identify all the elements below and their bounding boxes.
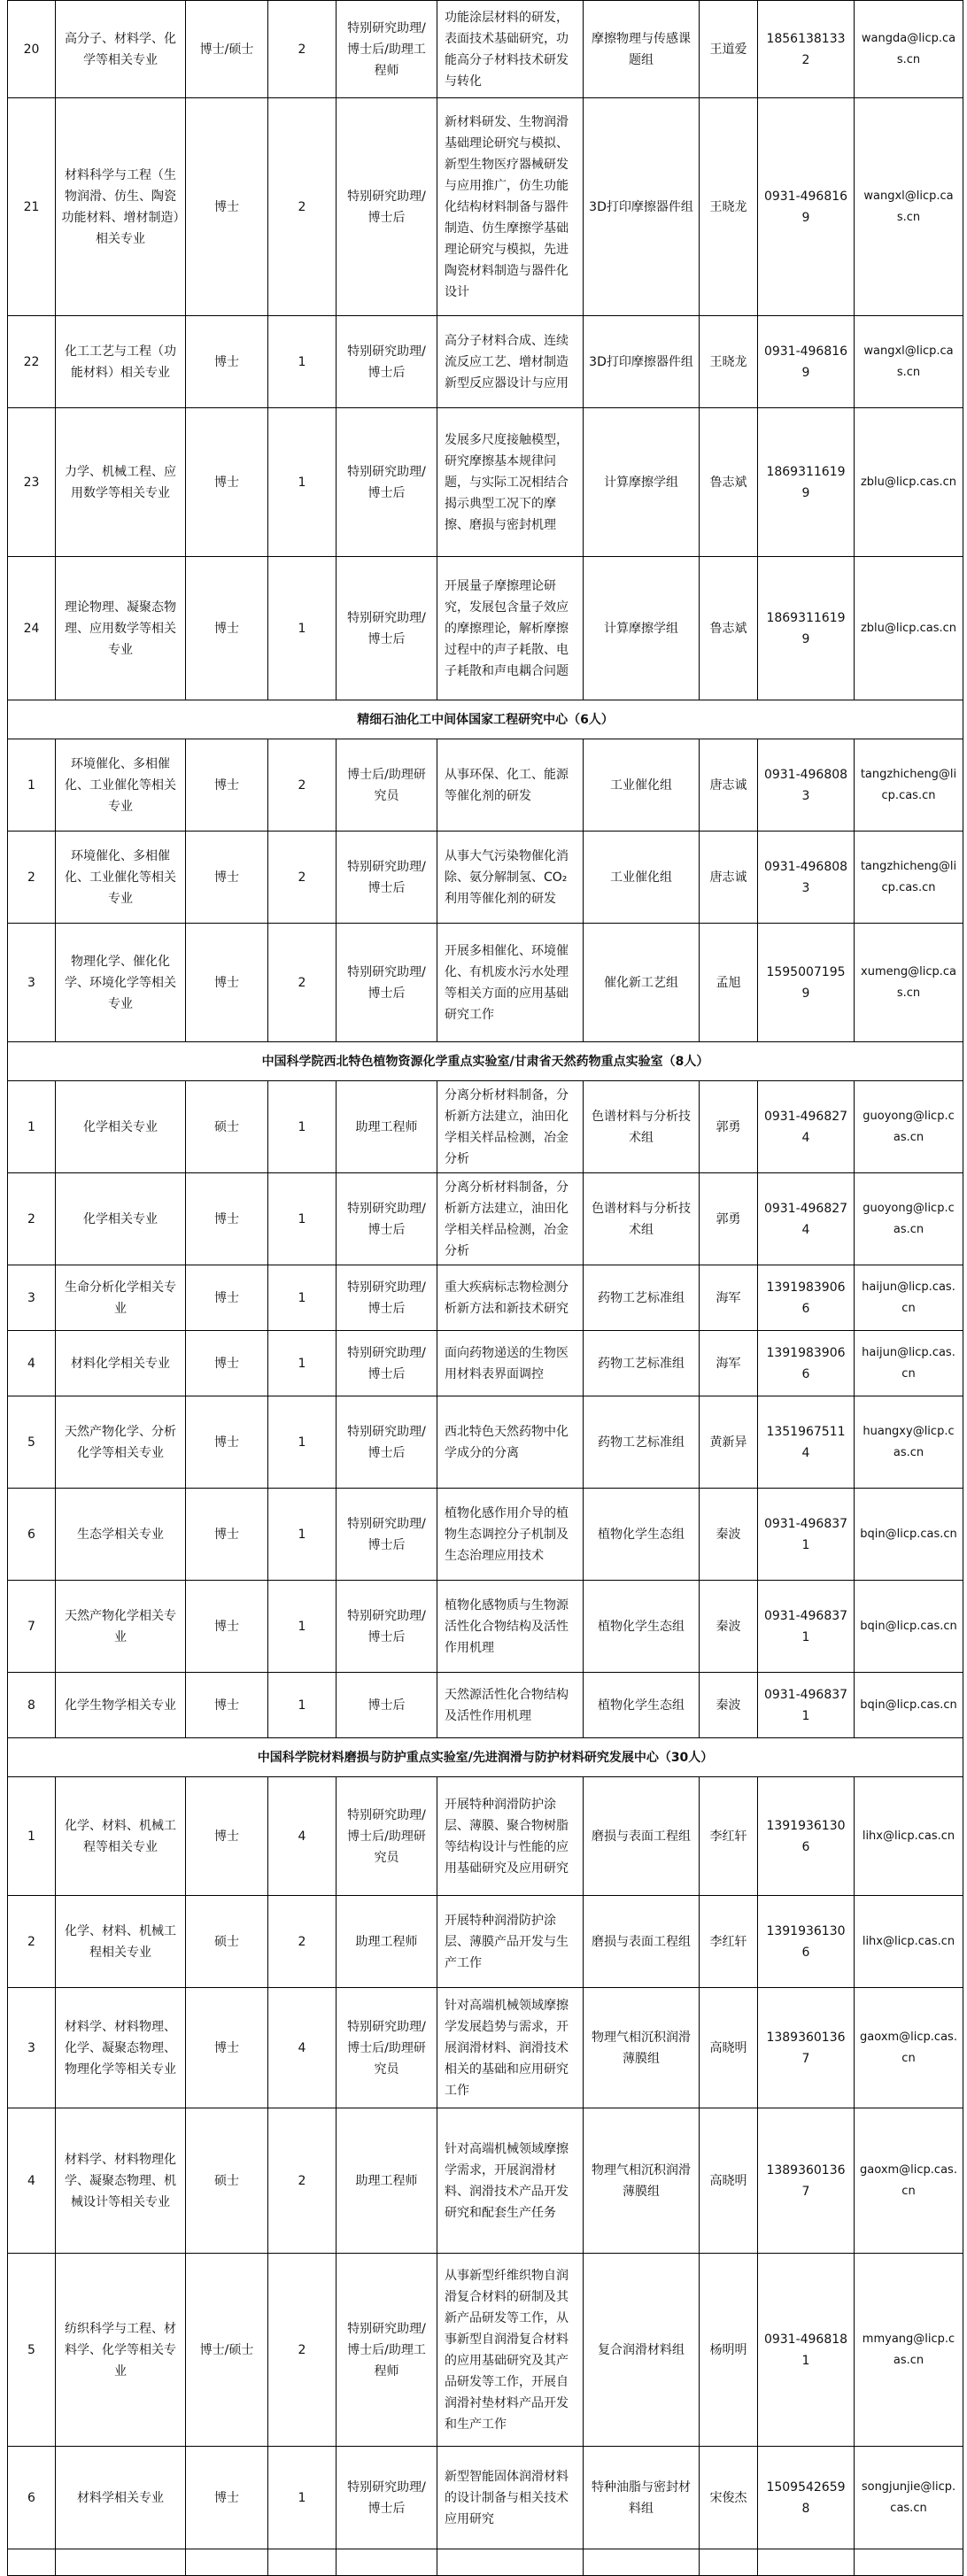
table-row	[8, 316, 963, 408]
row-number-cell: 1	[8, 739, 56, 832]
headcount-cell: 4	[268, 1988, 337, 2108]
contact-person-cell: 王晓龙	[700, 316, 758, 408]
degree-cell: 硕士	[186, 2108, 268, 2254]
table-row	[8, 1777, 963, 1896]
contact-person-cell: 黄新异	[700, 1396, 758, 1489]
section-header-row	[8, 700, 963, 739]
table-row	[8, 2549, 963, 2576]
degree-cell: 博士	[186, 1581, 268, 1673]
table-row	[8, 1265, 963, 1331]
major-cell: 天然产物化学、分析化学等相关专业	[56, 1396, 186, 1489]
position-cell: 特别研究助理/博士后	[337, 1396, 437, 1489]
contact-person-cell: 杨明明	[700, 2254, 758, 2447]
email-cell: wangxl@licp.cas.cn	[855, 98, 963, 316]
position-cell: 特别研究助理/博士后	[337, 408, 437, 557]
major-cell: 化学、材料、机械工程相关专业	[56, 1896, 186, 1988]
research-group-cell: 药物工艺标准组	[584, 1396, 700, 1489]
row-number-cell: 1	[8, 1081, 56, 1173]
major-cell: 材料科学与工程（生物润滑、仿生、陶瓷功能材料、增材制造）相关专业	[56, 98, 186, 316]
major-cell: 生态学相关专业	[56, 1489, 186, 1581]
degree-cell: 博士	[186, 832, 268, 924]
major-cell: 材料化学相关专业	[56, 1331, 186, 1396]
email-cell: gaoxm@licp.cas.cn	[855, 2108, 963, 2254]
degree-cell: 博士	[186, 1673, 268, 1738]
headcount-cell: 1	[268, 557, 337, 700]
table-row	[8, 1331, 963, 1396]
degree-cell: 博士	[186, 1777, 268, 1896]
phone-cell: 0931-4968083	[758, 739, 855, 832]
phone-cell: 13919361306	[758, 1896, 855, 1988]
phone-cell: 15950071959	[758, 924, 855, 1042]
phone-cell: 13893601367	[758, 2108, 855, 2254]
contact-person-cell: 唐志诚	[700, 832, 758, 924]
email-cell: xumeng@licp.cas.cn	[855, 924, 963, 1042]
row-number-cell: 21	[8, 98, 56, 316]
email-cell: wangda@licp.cas.cn	[855, 1, 963, 98]
table-row	[8, 98, 963, 316]
headcount-cell: 1	[268, 1265, 337, 1331]
contact-person-cell: 鲁志斌	[700, 557, 758, 700]
duty-cell: 功能涂层材料的研发，表面技术基础研究，功能高分子材料技术研发与转化	[437, 1, 584, 98]
major-cell: 化学相关专业	[56, 1081, 186, 1173]
research-group-cell: 色谱材料与分析技术组	[584, 1173, 700, 1265]
degree-cell: 博士	[186, 739, 268, 832]
contact-person-cell: 高晓明	[700, 2108, 758, 2254]
degree-cell	[186, 2549, 268, 2576]
duty-cell: 从事大气污染物催化消除、氨分解制氢、CO₂利用等催化剂的研发	[437, 832, 584, 924]
phone-cell: 13919361306	[758, 1777, 855, 1896]
degree-cell: 博士	[186, 1331, 268, 1396]
contact-person-cell: 秦波	[700, 1673, 758, 1738]
table-row	[8, 1, 963, 98]
position-cell: 特别研究助理/博士后	[337, 316, 437, 408]
headcount-cell: 1	[268, 1173, 337, 1265]
major-cell: 环境催化、多相催化、工业催化等相关专业	[56, 739, 186, 832]
contact-person-cell: 王晓龙	[700, 98, 758, 316]
headcount-cell: 2	[268, 2254, 337, 2447]
duty-cell: 开展多相催化、环境催化、有机废水污水处理等相关方面的应用基础研究工作	[437, 924, 584, 1042]
phone-cell: 18693116199	[758, 408, 855, 557]
research-group-cell: 计算摩擦学组	[584, 557, 700, 700]
email-cell: lihx@licp.cas.cn	[855, 1896, 963, 1988]
contact-person-cell: 李红轩	[700, 1777, 758, 1896]
row-number-cell: 24	[8, 557, 56, 700]
row-number-cell: 2	[8, 1173, 56, 1265]
email-cell: guoyong@licp.cas.cn	[855, 1081, 963, 1173]
phone-cell: 13919839066	[758, 1265, 855, 1331]
duty-cell: 植物化感作用介导的植物生态调控分子机制及生态治理应用技术	[437, 1489, 584, 1581]
table-body	[8, 1, 963, 2576]
duty-cell: 针对高端机械领域摩擦学需求，开展润滑材料、润滑技术产品开发研究和配套生产任务	[437, 2108, 584, 2254]
research-group-cell: 药物工艺标准组	[584, 1331, 700, 1396]
degree-cell: 博士	[186, 98, 268, 316]
research-group-cell: 磨损与表面工程组	[584, 1896, 700, 1988]
research-group-cell	[584, 2549, 700, 2576]
email-cell: bqin@licp.cas.cn	[855, 1581, 963, 1673]
contact-person-cell: 王道爱	[700, 1, 758, 98]
major-cell: 天然产物化学相关专业	[56, 1581, 186, 1673]
major-cell: 纺织科学与工程、材料学、化学等相关专业	[56, 2254, 186, 2447]
degree-cell: 博士	[186, 924, 268, 1042]
duty-cell: 高分子材料合成、连续流反应工艺、增材制造新型反应器设计与应用	[437, 316, 584, 408]
row-number-cell	[8, 2549, 56, 2576]
email-cell: songjunjie@licp.cas.cn	[855, 2447, 963, 2549]
headcount-cell: 2	[268, 1896, 337, 1988]
section-title: 中国科学院材料磨损与防护重点实验室/先进润滑与防护材料研究发展中心（30人）	[8, 1738, 963, 1777]
headcount-cell	[268, 2549, 337, 2576]
table-row	[8, 1489, 963, 1581]
position-cell: 博士后/助理研究员	[337, 739, 437, 832]
email-cell: gaoxm@licp.cas.cn	[855, 1988, 963, 2108]
research-group-cell: 特种油脂与密封材料组	[584, 2447, 700, 2549]
phone-cell: 13919839066	[758, 1331, 855, 1396]
major-cell: 化学相关专业	[56, 1173, 186, 1265]
contact-person-cell	[700, 2549, 758, 2576]
table-row	[8, 924, 963, 1042]
position-cell: 特别研究助理/博士后/助理工程师	[337, 2254, 437, 2447]
headcount-cell: 2	[268, 924, 337, 1042]
degree-cell: 博士	[186, 316, 268, 408]
position-cell: 助理工程师	[337, 1896, 437, 1988]
major-cell: 物理化学、催化化学、环境化学等相关专业	[56, 924, 186, 1042]
table-row	[8, 1081, 963, 1173]
research-group-cell: 植物化学生态组	[584, 1489, 700, 1581]
table-row	[8, 1673, 963, 1738]
email-cell: wangxl@licp.cas.cn	[855, 316, 963, 408]
position-cell: 助理工程师	[337, 2108, 437, 2254]
email-cell: bqin@licp.cas.cn	[855, 1489, 963, 1581]
phone-cell: 15095426598	[758, 2447, 855, 2549]
section-title: 中国科学院西北特色植物资源化学重点实验室/甘肃省天然药物重点实验室（8人）	[8, 1042, 963, 1081]
section-header-row	[8, 1042, 963, 1081]
position-cell: 特别研究助理/博士后	[337, 98, 437, 316]
position-cell: 特别研究助理/博士后	[337, 1265, 437, 1331]
phone-cell: 0931-4968181	[758, 2254, 855, 2447]
headcount-cell: 2	[268, 98, 337, 316]
degree-cell: 博士	[186, 1489, 268, 1581]
row-number-cell: 6	[8, 2447, 56, 2549]
phone-cell: 0931-4968169	[758, 316, 855, 408]
degree-cell: 博士	[186, 1173, 268, 1265]
contact-person-cell: 鲁志斌	[700, 408, 758, 557]
duty-cell: 植物化感物质与生物源活性化合物结构及活性作用机理	[437, 1581, 584, 1673]
phone-cell: 18561381332	[758, 1, 855, 98]
row-number-cell: 22	[8, 316, 56, 408]
email-cell: zblu@licp.cas.cn	[855, 408, 963, 557]
research-group-cell: 复合润滑材料组	[584, 2254, 700, 2447]
duty-cell: 从事新型纤维织物自润滑复合材料的研制及其新产品研发等工作，从事新型自润滑复合材料的应用基础研究及其产品研发等工作，开展自润滑衬垫材料产品开发和生产工作	[437, 2254, 584, 2447]
duty-cell: 新型智能固体润滑材料的设计制备与相关技术应用研究	[437, 2447, 584, 2549]
research-group-cell: 计算摩擦学组	[584, 408, 700, 557]
major-cell: 化工工艺与工程（功能材料）相关专业	[56, 316, 186, 408]
contact-person-cell: 高晓明	[700, 1988, 758, 2108]
headcount-cell: 1	[268, 1673, 337, 1738]
position-cell: 特别研究助理/博士后	[337, 2447, 437, 2549]
duty-cell: 面向药物递送的生物医用材料表界面调控	[437, 1331, 584, 1396]
table-row	[8, 2447, 963, 2549]
email-cell: zblu@licp.cas.cn	[855, 557, 963, 700]
position-cell: 特别研究助理/博士后/助理研究员	[337, 1988, 437, 2108]
research-group-cell: 物理气相沉积润滑薄膜组	[584, 2108, 700, 2254]
research-group-cell: 工业催化组	[584, 739, 700, 832]
recruitment-table	[7, 0, 963, 2576]
degree-cell: 博士	[186, 2447, 268, 2549]
duty-cell: 新材料研发、生物润滑基础理论研究与模拟、新型生物医疗器械研发与应用推广，仿生功能化结构材料制备与器件制造、仿生摩擦学基础理论研究与模拟，先进陶瓷材料制造与器件化设计	[437, 98, 584, 316]
phone-cell: 0931-4968274	[758, 1081, 855, 1173]
duty-cell: 针对高端机械领域摩擦学发展趋势与需求，开展润滑材料、润滑技术相关的基础和应用研究工作	[437, 1988, 584, 2108]
row-number-cell: 23	[8, 408, 56, 557]
table-row	[8, 832, 963, 924]
row-number-cell: 8	[8, 1673, 56, 1738]
row-number-cell: 7	[8, 1581, 56, 1673]
degree-cell: 博士	[186, 1396, 268, 1489]
research-group-cell: 物理气相沉积润滑薄膜组	[584, 1988, 700, 2108]
email-cell: bqin@licp.cas.cn	[855, 1673, 963, 1738]
phone-cell: 0931-4968083	[758, 832, 855, 924]
phone-cell: 0931-4968371	[758, 1489, 855, 1581]
position-cell: 助理工程师	[337, 1081, 437, 1173]
contact-person-cell: 唐志诚	[700, 739, 758, 832]
position-cell: 特别研究助理/博士后	[337, 1489, 437, 1581]
research-group-cell: 摩擦物理与传感课题组	[584, 1, 700, 98]
phone-cell: 0931-4968371	[758, 1581, 855, 1673]
headcount-cell: 1	[268, 1081, 337, 1173]
degree-cell: 博士	[186, 1265, 268, 1331]
phone-cell: 0931-4968371	[758, 1673, 855, 1738]
degree-cell: 博士	[186, 1988, 268, 2108]
headcount-cell: 1	[268, 1489, 337, 1581]
duty-cell: 重大疾病标志物检测分析新方法和新技术研究	[437, 1265, 584, 1331]
headcount-cell: 2	[268, 832, 337, 924]
duty-cell: 分离分析材料制备，分析新方法建立，油田化学相关样品检测，冶金分析	[437, 1173, 584, 1265]
phone-cell: 18693116199	[758, 557, 855, 700]
degree-cell: 硕士	[186, 1081, 268, 1173]
degree-cell: 博士	[186, 557, 268, 700]
email-cell: mmyang@licp.cas.cn	[855, 2254, 963, 2447]
headcount-cell: 1	[268, 1396, 337, 1489]
major-cell: 材料学、材料物理化学、凝聚态物理、机械设计等相关专业	[56, 2108, 186, 2254]
major-cell: 材料学相关专业	[56, 2447, 186, 2549]
position-cell: 特别研究助理/博士后/助理研究员	[337, 1777, 437, 1896]
phone-cell: 13893601367	[758, 1988, 855, 2108]
row-number-cell: 5	[8, 2254, 56, 2447]
row-number-cell: 3	[8, 1265, 56, 1331]
position-cell: 特别研究助理/博士后/助理工程师	[337, 1, 437, 98]
contact-person-cell: 郭勇	[700, 1173, 758, 1265]
table-row	[8, 1581, 963, 1673]
email-cell: tangzhicheng@licp.cas.cn	[855, 832, 963, 924]
table-row	[8, 1988, 963, 2108]
duty-cell	[437, 2549, 584, 2576]
row-number-cell: 3	[8, 1988, 56, 2108]
headcount-cell: 1	[268, 2447, 337, 2549]
phone-cell: 0931-4968274	[758, 1173, 855, 1265]
row-number-cell: 3	[8, 924, 56, 1042]
email-cell: tangzhicheng@licp.cas.cn	[855, 739, 963, 832]
major-cell	[56, 2549, 186, 2576]
duty-cell: 分离分析材料制备，分析新方法建立，油田化学相关样品检测，冶金分析	[437, 1081, 584, 1173]
row-number-cell: 2	[8, 1896, 56, 1988]
email-cell: guoyong@licp.cas.cn	[855, 1173, 963, 1265]
row-number-cell: 4	[8, 1331, 56, 1396]
table-row	[8, 1396, 963, 1489]
headcount-cell: 1	[268, 1331, 337, 1396]
research-group-cell: 植物化学生态组	[584, 1581, 700, 1673]
research-group-cell: 色谱材料与分析技术组	[584, 1081, 700, 1173]
research-group-cell: 植物化学生态组	[584, 1673, 700, 1738]
major-cell: 环境催化、多相催化、工业催化等相关专业	[56, 832, 186, 924]
research-group-cell: 磨损与表面工程组	[584, 1777, 700, 1896]
headcount-cell: 2	[268, 739, 337, 832]
major-cell: 高分子、材料学、化学等相关专业	[56, 1, 186, 98]
duty-cell: 西北特色天然药物中化学成分的分离	[437, 1396, 584, 1489]
headcount-cell: 1	[268, 316, 337, 408]
major-cell: 力学、机械工程、应用数学等相关专业	[56, 408, 186, 557]
major-cell: 生命分析化学相关专业	[56, 1265, 186, 1331]
contact-person-cell: 海军	[700, 1331, 758, 1396]
table-row	[8, 1173, 963, 1265]
position-cell: 特别研究助理/博士后	[337, 924, 437, 1042]
phone-cell	[758, 2549, 855, 2576]
section-title: 精细石油化工中间体国家工程研究中心（6人）	[8, 700, 963, 739]
email-cell: haijun@licp.cas.cn	[855, 1331, 963, 1396]
headcount-cell: 1	[268, 408, 337, 557]
duty-cell: 开展特种润滑防护涂层、薄膜产品开发与生产工作	[437, 1896, 584, 1988]
contact-person-cell: 宋俊杰	[700, 2447, 758, 2549]
headcount-cell: 4	[268, 1777, 337, 1896]
table-row	[8, 739, 963, 832]
contact-person-cell: 秦波	[700, 1489, 758, 1581]
major-cell: 化学、材料、机械工程等相关专业	[56, 1777, 186, 1896]
email-cell: huangxy@licp.cas.cn	[855, 1396, 963, 1489]
research-group-cell: 催化新工艺组	[584, 924, 700, 1042]
position-cell: 特别研究助理/博士后	[337, 832, 437, 924]
research-group-cell: 3D打印摩擦器件组	[584, 98, 700, 316]
email-cell: lihx@licp.cas.cn	[855, 1777, 963, 1896]
major-cell: 材料学、材料物理、化学、凝聚态物理、物理化学等相关专业	[56, 1988, 186, 2108]
contact-person-cell: 海军	[700, 1265, 758, 1331]
research-group-cell: 3D打印摩擦器件组	[584, 316, 700, 408]
table-row	[8, 408, 963, 557]
headcount-cell: 1	[268, 1581, 337, 1673]
section-header-row	[8, 1738, 963, 1777]
headcount-cell: 2	[268, 1, 337, 98]
row-number-cell: 2	[8, 832, 56, 924]
position-cell	[337, 2549, 437, 2576]
phone-cell: 13519675114	[758, 1396, 855, 1489]
email-cell: haijun@licp.cas.cn	[855, 1265, 963, 1331]
position-cell: 特别研究助理/博士后	[337, 557, 437, 700]
duty-cell: 开展量子摩擦理论研究，发展包含量子效应的摩擦理论，解析摩擦过程中的声子耗散、电子耗散和声电耦合问题	[437, 557, 584, 700]
duty-cell: 发展多尺度接触模型，研究摩擦基本规律问题，与实际工况相结合揭示典型工况下的摩擦、磨损与密封机理	[437, 408, 584, 557]
research-group-cell: 工业催化组	[584, 832, 700, 924]
row-number-cell: 6	[8, 1489, 56, 1581]
row-number-cell: 20	[8, 1, 56, 98]
row-number-cell: 4	[8, 2108, 56, 2254]
table-row	[8, 2108, 963, 2254]
degree-cell: 博士/硕士	[186, 1, 268, 98]
major-cell: 化学生物学相关专业	[56, 1673, 186, 1738]
headcount-cell: 2	[268, 2108, 337, 2254]
row-number-cell: 1	[8, 1777, 56, 1896]
duty-cell: 从事环保、化工、能源等催化剂的研发	[437, 739, 584, 832]
duty-cell: 天然源活性化合物结构及活性作用机理	[437, 1673, 584, 1738]
duty-cell: 开展特种润滑防护涂层、薄膜、聚合物树脂等结构设计与性能的应用基础研究及应用研究	[437, 1777, 584, 1896]
degree-cell: 博士	[186, 408, 268, 557]
phone-cell: 0931-4968169	[758, 98, 855, 316]
contact-person-cell: 秦波	[700, 1581, 758, 1673]
table-row	[8, 557, 963, 700]
table-row	[8, 2254, 963, 2447]
research-group-cell: 药物工艺标准组	[584, 1265, 700, 1331]
contact-person-cell: 孟旭	[700, 924, 758, 1042]
contact-person-cell: 郭勇	[700, 1081, 758, 1173]
row-number-cell: 5	[8, 1396, 56, 1489]
table-row	[8, 1896, 963, 1988]
email-cell	[855, 2549, 963, 2576]
position-cell: 特别研究助理/博士后	[337, 1331, 437, 1396]
position-cell: 博士后	[337, 1673, 437, 1738]
degree-cell: 博士/硕士	[186, 2254, 268, 2447]
contact-person-cell: 李红轩	[700, 1896, 758, 1988]
position-cell: 特别研究助理/博士后	[337, 1173, 437, 1265]
major-cell: 理论物理、凝聚态物理、应用数学等相关专业	[56, 557, 186, 700]
degree-cell: 硕士	[186, 1896, 268, 1988]
position-cell: 特别研究助理/博士后	[337, 1581, 437, 1673]
